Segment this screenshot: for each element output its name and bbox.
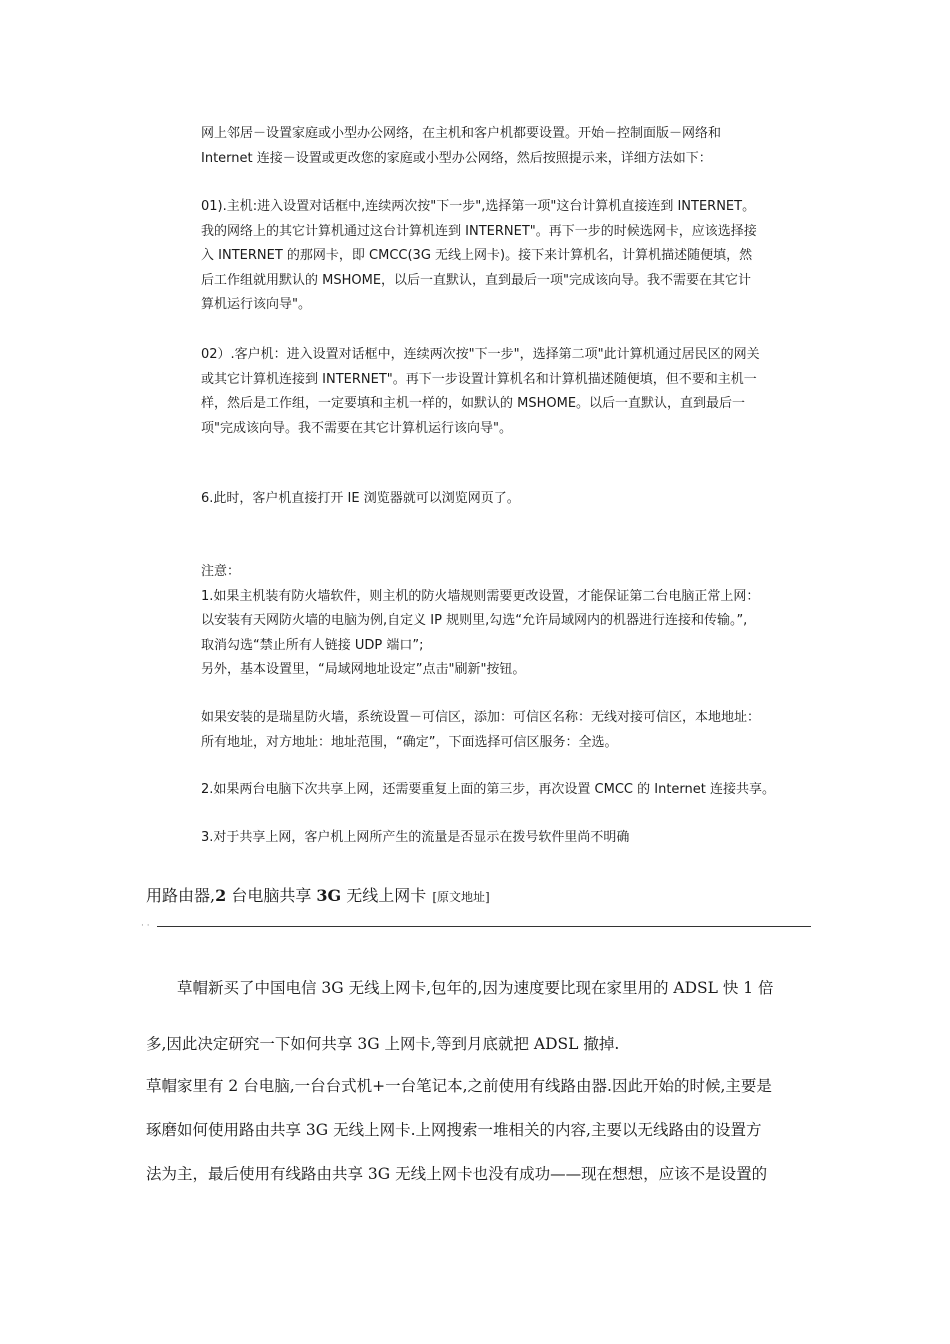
firewall-line: 所有地址，对方地址：地址范围，“确定”，下面选择可信区服务：全选。 (201, 734, 618, 750)
note1-line: 取消勾选“禁止所有人链接 UDP 端口”; (201, 637, 424, 653)
title-bold-2: 2 (215, 886, 227, 905)
firewall-paragraph (201, 706, 813, 755)
firewall-line: 如果安装的是瑞星防火墙，系统设置－可信区，添加：可信区名称：无线对接可信区，本地地址： (201, 710, 761, 725)
note2-line: 2.如果两台电脑下次共享上网，还需要重复上面的第三步，再次设置 CMCC 的 Internet 连接共享。 (201, 782, 775, 797)
body-line: 多,因此决定研究一下如何共享 3G 上网卡,等到月底就把 ADSL 撤掉. (146, 1035, 620, 1053)
intro-paragraph (201, 122, 813, 171)
body-paragraph-2 (146, 1064, 810, 1196)
step1-line: 01).主机:进入设置对话框中,连续两次按"下一步",选择第一项"这台计算机直接连到 INTERNET。 (201, 199, 756, 214)
body-line: 草帽新买了中国电信 3G 无线上网卡,包年的,因为速度要比现在家里用的 ADSL 快 1 倍 (177, 979, 774, 997)
body-paragraph-1 (146, 960, 810, 1072)
notes-section (201, 560, 813, 683)
intro-line: 网上邻居－设置家庭或小型办公网络，在主机和客户机都要设置。开始－控制面版－网络和 (201, 126, 722, 141)
title-prefix: 用路由器, (146, 886, 216, 905)
step1-line: 我的网络上的其它计算机通过这台计算机连到 INTERNET"。再下一步的时候选网卡，应该选择接 (201, 223, 757, 239)
step2-line: 样，然后是工作组，一定要填和主机一样的，如默认的 MSHOME。以后一直默认，直到最后一 (201, 396, 746, 411)
step1-paragraph (201, 195, 813, 318)
title-suffix: 无线上网卡 (341, 886, 427, 905)
step2-line: 或其它计算机连接到 INTERNET"。再下一步设置计算机名和计算机描述随便填，但不要和主机一 (201, 371, 757, 387)
note1-line: 1.如果主机装有防火墙软件，则主机的防火墙规则需要更改设置，才能保证第二台电脑正常上网： (201, 588, 760, 604)
step2-paragraph (201, 343, 813, 441)
note1-line: 另外，基本设置里，“局域网地址设定”点击"刷新"按钮。 (201, 662, 526, 677)
step2-line: 项"完成该向导。我不需要在其它计算机运行该向导"。 (201, 420, 512, 436)
title-bold-3g: 3G (316, 886, 342, 905)
step1-line: 算机运行该向导"。 (201, 297, 311, 312)
separator-dots: · · (141, 921, 150, 931)
separator-rule (157, 926, 811, 927)
note3-line: 3.对于共享上网，客户机上网所产生的流量是否显示在拨号软件里尚不明确 (201, 830, 630, 845)
article-title (146, 884, 490, 909)
notes-heading: 注意： (201, 564, 241, 579)
intro-line: Internet 连接－设置或更改您的家庭或小型办公网络，然后按照提示来，详细方法如下： (201, 150, 712, 166)
step6-line: 6.此时，客户机直接打开 IE 浏览器就可以浏览网页了。 (201, 491, 520, 506)
step1-line: 后工作组就用默认的 MSHOME，以后一直默认，直到最后一项"完成该向导。我不需要在其它计 (201, 272, 752, 288)
note1-line: 以安装有天网防火墙的电脑为例,自定义 IP 规则里,勾选“允许局域网内的机器进行连接和传输。”, (201, 613, 748, 628)
source-link[interactable]: [原文地址] (432, 890, 490, 904)
title-mid: 台电脑共享 (226, 886, 317, 905)
note2-paragraph (201, 778, 813, 803)
step2-line: 02）.客户机：进入设置对话框中，连续两次按"下一步"，选择第二项"此计算机通过居民区的网关 (201, 347, 760, 362)
body-line: 法为主，最后使用有线路由共享 3G 无线上网卡也没有成功——现在想想，应该不是设置的 (146, 1165, 768, 1183)
body-line: 草帽家里有 2 台电脑,一台台式机+一台笔记本,之前使用有线路由器.因此开始的时候,主要是 (146, 1077, 772, 1095)
note3-paragraph (201, 826, 813, 851)
body-line: 琢磨如何使用路由共享 3G 无线上网卡.上网搜索一堆相关的内容,主要以无线路由的设置方 (146, 1121, 762, 1139)
step1-line: 入 INTERNET 的那网卡，即 CMCC(3G 无线上网卡)。接下来计算机名，计算机描述随便填，然 (201, 248, 753, 263)
step6-paragraph (201, 487, 813, 512)
